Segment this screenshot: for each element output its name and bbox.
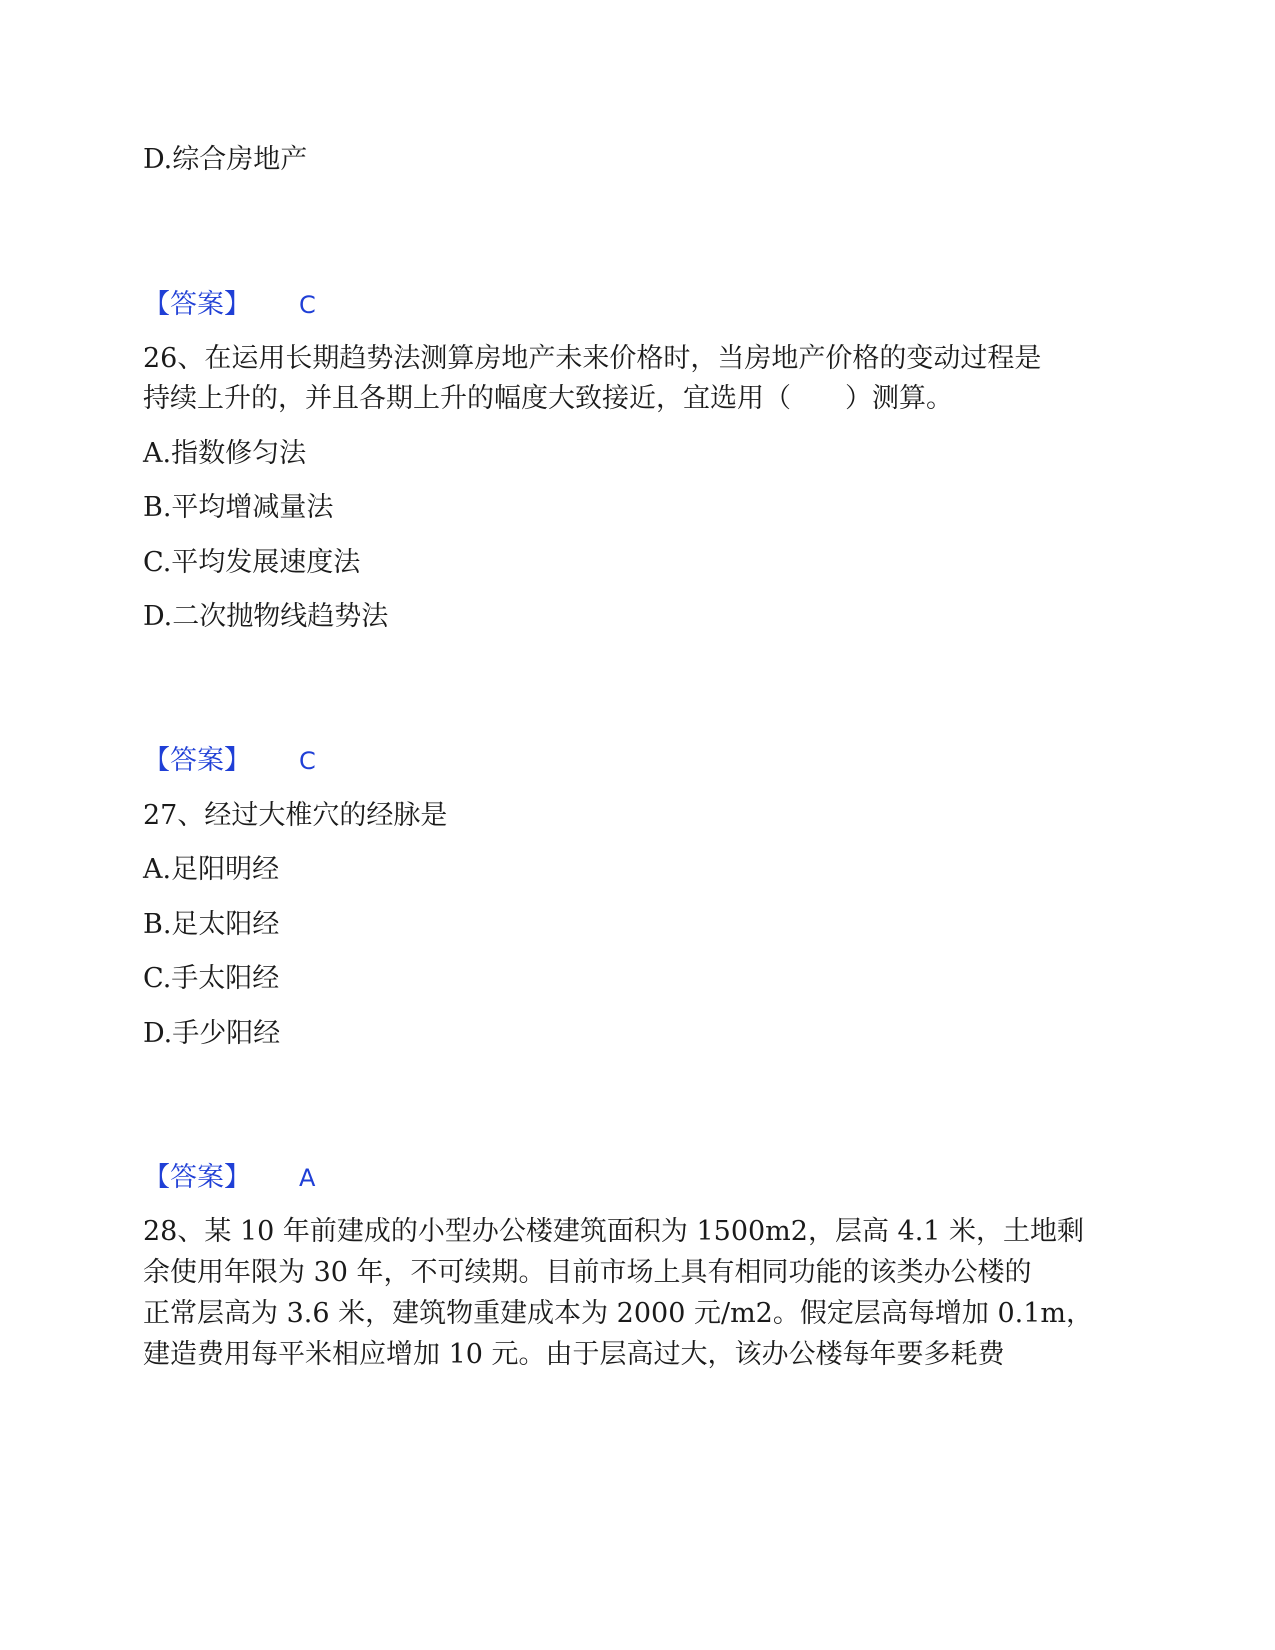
question-27-option-c: C.手太阳经 bbox=[143, 963, 280, 994]
question-25-option-d: D.综合房地产 bbox=[143, 144, 308, 175]
answer-25 bbox=[143, 285, 316, 325]
question-27-option-d: D.手少阳经 bbox=[143, 1018, 281, 1049]
question-28-stem-line-2: 余使用年限为 30 年，不可续期。目前市场上具有相同功能的该类办公楼的 bbox=[143, 1257, 1032, 1288]
answer-label: 【答案】 bbox=[143, 745, 251, 776]
question-26-stem-line-1: 26、在运用长期趋势法测算房地产未来价格时，当房地产价格的变动过程是 bbox=[143, 343, 1042, 374]
answer-26 bbox=[143, 741, 316, 781]
answer-label: 【答案】 bbox=[143, 1162, 251, 1193]
question-26-option-d: D.二次抛物线趋势法 bbox=[143, 601, 389, 632]
question-26-option-c: C.平均发展速度法 bbox=[143, 547, 361, 578]
answer-value: C bbox=[299, 291, 316, 319]
question-26-option-a: A.指数修匀法 bbox=[143, 438, 307, 469]
question-28-stem-line-3: 正常层高为 3.6 米，建筑物重建成本为 2000 元/m2。假定层高每增加 0.1m， bbox=[143, 1298, 1093, 1329]
question-26-option-b: B.平均增减量法 bbox=[143, 492, 334, 523]
question-28-stem-line-1: 28、某 10 年前建成的小型办公楼建筑面积为 1500m2，层高 4.1 米，土地剩 bbox=[143, 1216, 1085, 1247]
answer-value: A bbox=[299, 1164, 316, 1192]
question-27-stem: 27、经过大椎穴的经脉是 bbox=[143, 800, 448, 831]
answer-value: C bbox=[299, 747, 316, 775]
question-27-option-b: B.足太阳经 bbox=[143, 909, 280, 940]
question-27-option-a: A.足阳明经 bbox=[143, 854, 280, 885]
answer-27 bbox=[143, 1158, 315, 1198]
question-26-stem-line-2: 持续上升的，并且各期上升的幅度大致接近，宜选用（ ）测算。 bbox=[143, 383, 953, 414]
question-28-stem-line-4: 建造费用每平米相应增加 10 元。由于层高过大，该办公楼每年要多耗费 bbox=[143, 1339, 1005, 1370]
answer-label: 【答案】 bbox=[143, 289, 251, 320]
